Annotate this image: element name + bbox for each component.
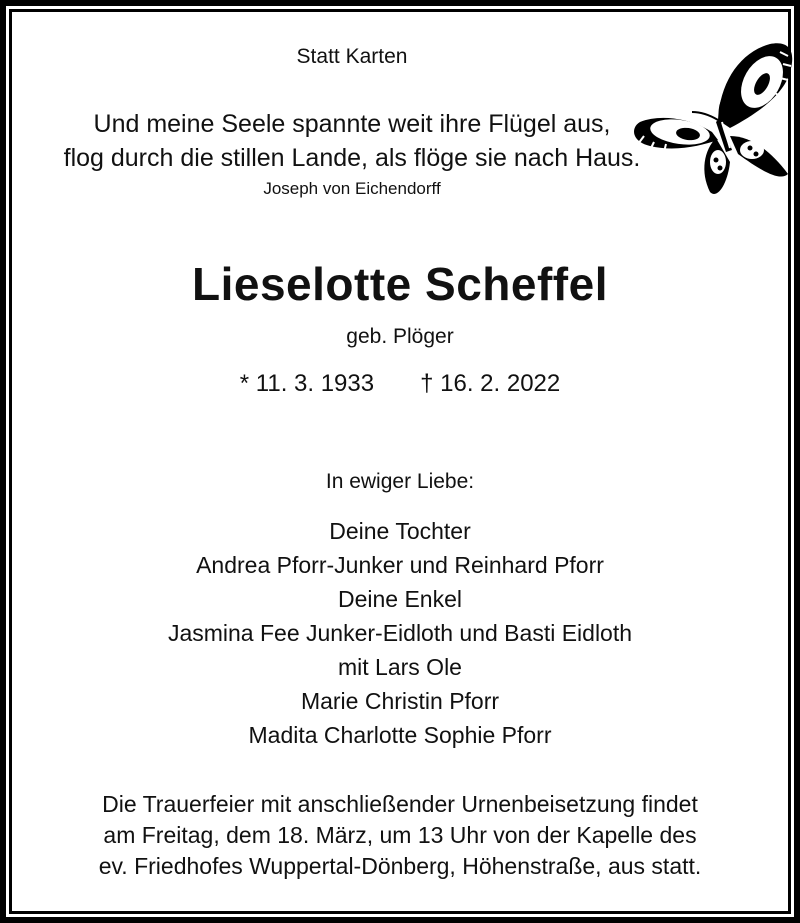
poem-author: Joseph von Eichendorff: [263, 179, 441, 198]
family-line: Jasmina Fee Junker-Eidloth und Basti Eidloth: [167, 620, 633, 646]
life-dates: [12, 370, 788, 398]
maiden-name: geb. Plöger: [346, 325, 454, 348]
family-line: Madita Charlotte Sophie Pforr: [248, 722, 552, 748]
family-line: mit Lars Ole: [338, 654, 462, 680]
ceremony-line: Die Trauerfeier mit anschließender Urnenbeisetzung findet: [102, 791, 698, 817]
family-line: Andrea Pforr-Junker und Reinhard Pforr: [196, 552, 604, 578]
poem-line: flog durch die stillen Lande, als flöge sie nach Haus.: [63, 144, 641, 172]
obituary-notice: [12, 12, 788, 911]
butterfly-icon: [620, 32, 800, 202]
family-list: [12, 514, 788, 752]
death-date: † 16. 2. 2022: [420, 370, 561, 397]
poem: [12, 107, 692, 175]
family-line: Deine Enkel: [337, 586, 463, 612]
in-ewiger-liebe: In ewiger Liebe:: [325, 470, 475, 493]
family-line: Marie Christin Pforr: [300, 688, 500, 714]
header-statt-karten: Statt Karten: [296, 45, 408, 68]
ceremony-line: am Freitag, dem 18. März, um 13 Uhr von der Kapelle des: [103, 822, 697, 848]
ceremony-info: [12, 789, 788, 882]
deceased-name: Lieselotte Scheffel: [192, 258, 608, 310]
birth-date: * 11. 3. 1933: [239, 370, 375, 397]
family-line: Deine Tochter: [329, 518, 471, 544]
ceremony-line: ev. Friedhofes Wuppertal-Dönberg, Höhenstraße, aus statt.: [98, 853, 702, 879]
poem-line: Und meine Seele spannte weit ihre Flügel aus,: [93, 110, 611, 138]
